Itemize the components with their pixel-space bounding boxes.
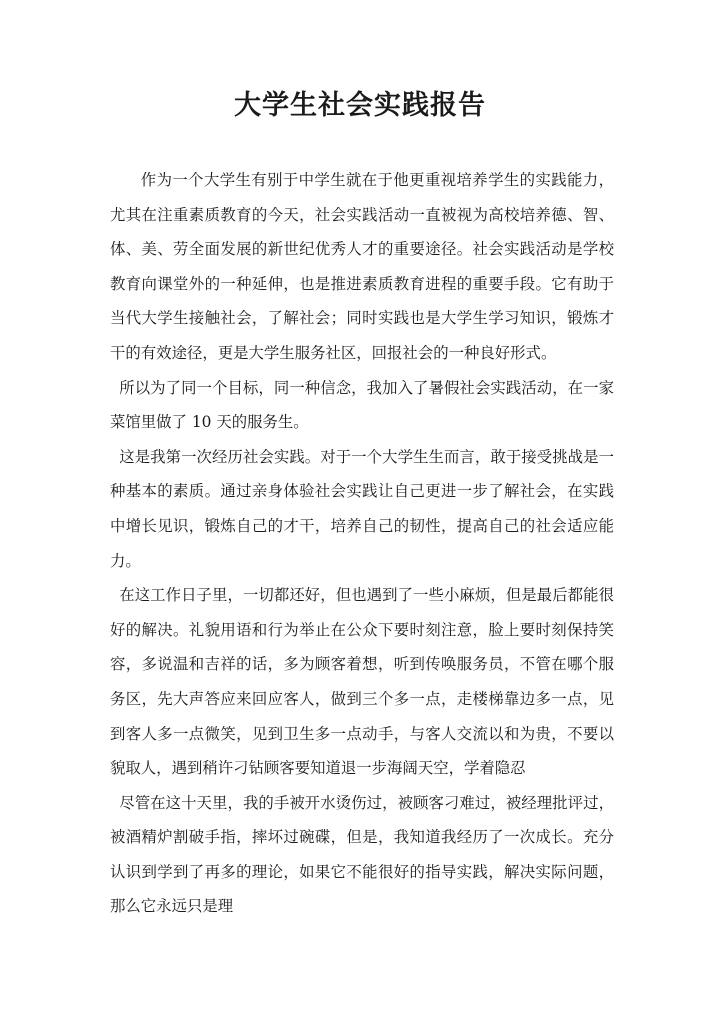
paragraph-growth: 尽管在这十天里，我的手被开水烫伤过，被顾客刁难过，被经理批评过，被酒精炉割破手指，摔坏过碗碟，但是，我知道我经历了一次成长。充分认识到学到了再多的理论，如果它不能很好的指导实践，解决实际问题，那么它永远只是理	[110, 793, 614, 916]
paragraph-first-experience: 这是我第一次经历社会实践。对于一个大学生生而言，敢于接受挑战是一种基本的素质。通过亲身体验社会实践让自己更进一步了解社会，在实践中增长见识，锻炼自己的才干，培养自己的韧性，提高自己的社会适应能力。	[110, 447, 614, 570]
document-title: 大学生社会实践报告	[234, 90, 486, 121]
paragraph-joining: 所以为了同一个目标，同一种信念，我加入了暑假社会实践活动，在一家菜馆里做了 10 天的服务生。	[110, 378, 614, 432]
paragraph-work-days: 在这工作日子里，一切都还好，但也遇到了一些小麻烦，但是最后都能很好的解决。礼貌用语和行为举止在公众下要时刻注意，脸上要时刻保持笑容，多说温和吉祥的话，多为顾客着想，听到传唤服务员，不管在哪个服务区，先大声答应来回应客人，做到三个多一点，走楼梯靠边多一点，见到客人多一点微笑，见到卫生多一点动手，与客人交流以和为贵，不要以貌取人，遇到稍许刁钻顾客要知道退一步海阔天空，学着隐忍	[110, 586, 614, 778]
paragraph-intro: 作为一个大学生有别于中学生就在于他更重视培养学生的实践能力，尤其在注重素质教育的今天，社会实践活动一直被视为高校培养德、智、体、美、劳全面发展的新世纪优秀人才的重要途径。社会实践活动是学校教育向课堂外的一种延伸，也是推进素质教育进程的重要手段。它有助于当代大学生接触社会，了解社会；同时实践也是大学生学习知识，锻炼才干的有效途径，更是大学生服务社区，回报社会的一种良好形式。	[110, 171, 614, 362]
document-body	[110, 163, 614, 924]
